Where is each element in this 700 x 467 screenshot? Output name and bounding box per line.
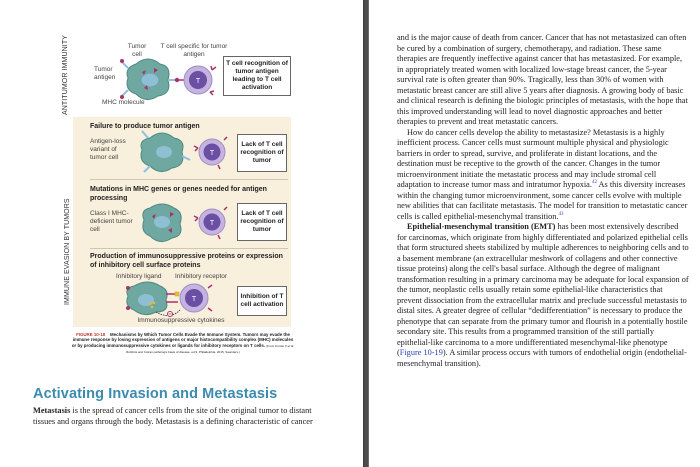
panel-1-cells-illustration [138,130,228,176]
paragraph-2: How do cancer cells develop the ability to metastasize? Metastasis is a highly inefficient process. Cancer cells must surmount multiple physical and physiologic barriers in order to spread, survive, and proliferate in distant locations, and the destination must be receptive to the growth of the cancer. Changes in the tumor microenvironment initiate the metastatic process and may include stromal cell adaptation to increase tumor mass and intratumor hypoxia.$^{42}$ As this diversity increases within the changing tumor microenvironment, some cancer cells evolve with multiple new abilities that can facilitate metastasis. The model for transition to metastatic cancer cells is called epithelial-mesenchymal transition.$^{43}$ [397,127,688,221]
svg-text:T: T [209,150,215,157]
metastasis-term: Metastasis [33,406,71,415]
section-title: Activating Invasion and Metastasis [33,386,278,402]
left-paragraph-text: is the spread of cancer cells from the site of the original tumor to distant tissues and organs through the body. Metastasis is a defining characteristic of cancer [33,406,313,426]
figure-credit: (From Kumar V et al. Robbins and Cotran pathologic basis of disease, ed 9, Philadelphia, 2015, Saunders.) [126,343,295,355]
figure-caption-text: Mechanisms by Which Tumor Cells Evade the Immune System. Tumors may evade the immune response by losing expression of antigens or major histocompatibility complex (MHC) molecules or by producing immunosuppressive cytokines or ligands for inhibitory receptors on T cells. [71,332,294,348]
reference-43[interactable]: 43 [558,211,564,217]
panel-2-heading: Mutations in MHC genes or genes needed for antigen processing [90,186,267,202]
result-lack-recognition-1: Lack of T cell recognition of tumor [237,134,287,172]
immune-evasion-label: IMMUNE EVASION BY TUMORS [64,198,71,305]
result-lack-recognition-2: Lack of T cell recognition of tumor [237,203,287,241]
right-page-text [397,33,689,369]
tumor-cell-label: Tumor cell [127,43,147,58]
mhc-molecule-label: MHC molecule [102,99,145,106]
tumor-nucleus-icon [141,73,159,87]
t-cell-specific-label: T cell specific for tumor antigen [160,43,228,58]
panel-3-heading: Production of immunosuppressive proteins or expression of inhibitory cell surface proteins [90,253,283,269]
emt-term: Epithelial-mesenchymal transition (EMT) [407,222,556,231]
figure-immune-evasion [60,30,300,375]
result-t-cell-activation: T cell recognition of tumor antigen leading to T cell activation [223,56,291,96]
antitumor-cells-illustration [120,56,230,102]
right-page [369,0,700,467]
figure-number: FIGURE 10-18 [76,332,106,337]
result-inhibition-t-cell: Inhibition of T cell activation [237,286,287,316]
inhibitory-receptor-label: Inhibitory receptor [175,273,228,280]
antitumor-immunity-label: ANTITUMOR IMMUNITY [62,35,69,115]
reference-42[interactable]: 42 [591,180,597,186]
inhibitory-ligand-label: Inhibitory ligand [116,273,162,280]
figure-caption [70,332,296,356]
svg-text:T: T [191,296,197,303]
immunosuppressive-cytokines-label: Immunosuppressive cytokines [137,317,225,324]
paragraph-3: Epithelial-mesenchymal transition (EMT) has been most extensively described for carcinomas, which originate from highly differentiated and polarized epithelial cells that form structured sheets stabilized by multiple adherences to neighboring cells and to a basement membrane (an extracellular meshwork of collagens and other connective tissue proteins) along the cell's basal surface. Although the degree of malignant transformation resulting in a primary carcinoma may be adequate for local expansion of the tumor, neoplastic cells usually retain some epithelial-like characteristics that prevent dissociation from the extracellular matrix and preclude successful metastasis to distal sites. A greater degree of cellular “dedifferentiation” is necessary to produce the phenotype that can separate from the primary tumor and flourish in a potentially hostile secondary site. This results from a programmed transition of the still partially epithelial-like carcinoma to a more undifferentiated mesenchymal-like phenotype (Figure 10-19). A similar process occurs with tumors of endothelial origin (endothelial-mesenchymal transition). [397,222,689,368]
panel-separator [90,179,288,180]
panel-1-cell-label: Antigen-loss variant of tumor cell [90,138,126,161]
panel-1-heading: Failure to produce tumor antigen [90,123,200,130]
panel-2-cells-illustration [140,202,230,248]
svg-text:T: T [209,220,215,227]
figure-10-19-link[interactable]: Figure 10-19 [399,348,443,357]
panel-2-cell-label: Class I MHC-deficient tumor cell [90,210,133,233]
panel-3-cells-illustration [122,282,222,316]
panel-separator [90,248,288,249]
tumor-antigen-label: Tumor antigen [94,66,116,81]
paragraph-1: and is the major cause of death from cancer. Cancer that has not metastasized can often be cured by a combination of surgery, chemotherapy, and radiation. These same therapies are frequently ineffective against cancer that has metastasized. For example, in appropriately treated women with localized low-stage breast cancer, the 5-year survival rate is often greater than 90%. Tragically, less than 30% of women with metastatic breast cancer are still alive 5 years after diagnosis. A growing body of basic and clinical research is defining the biologic principles of metastasis, with the hope that this improved understanding will lead to novel diagnostic approaches and better therapies to prevent and treat metastatic cancers. [397,33,688,126]
left-paragraph [33,405,333,427]
t-cell-glyph: T [195,78,201,85]
